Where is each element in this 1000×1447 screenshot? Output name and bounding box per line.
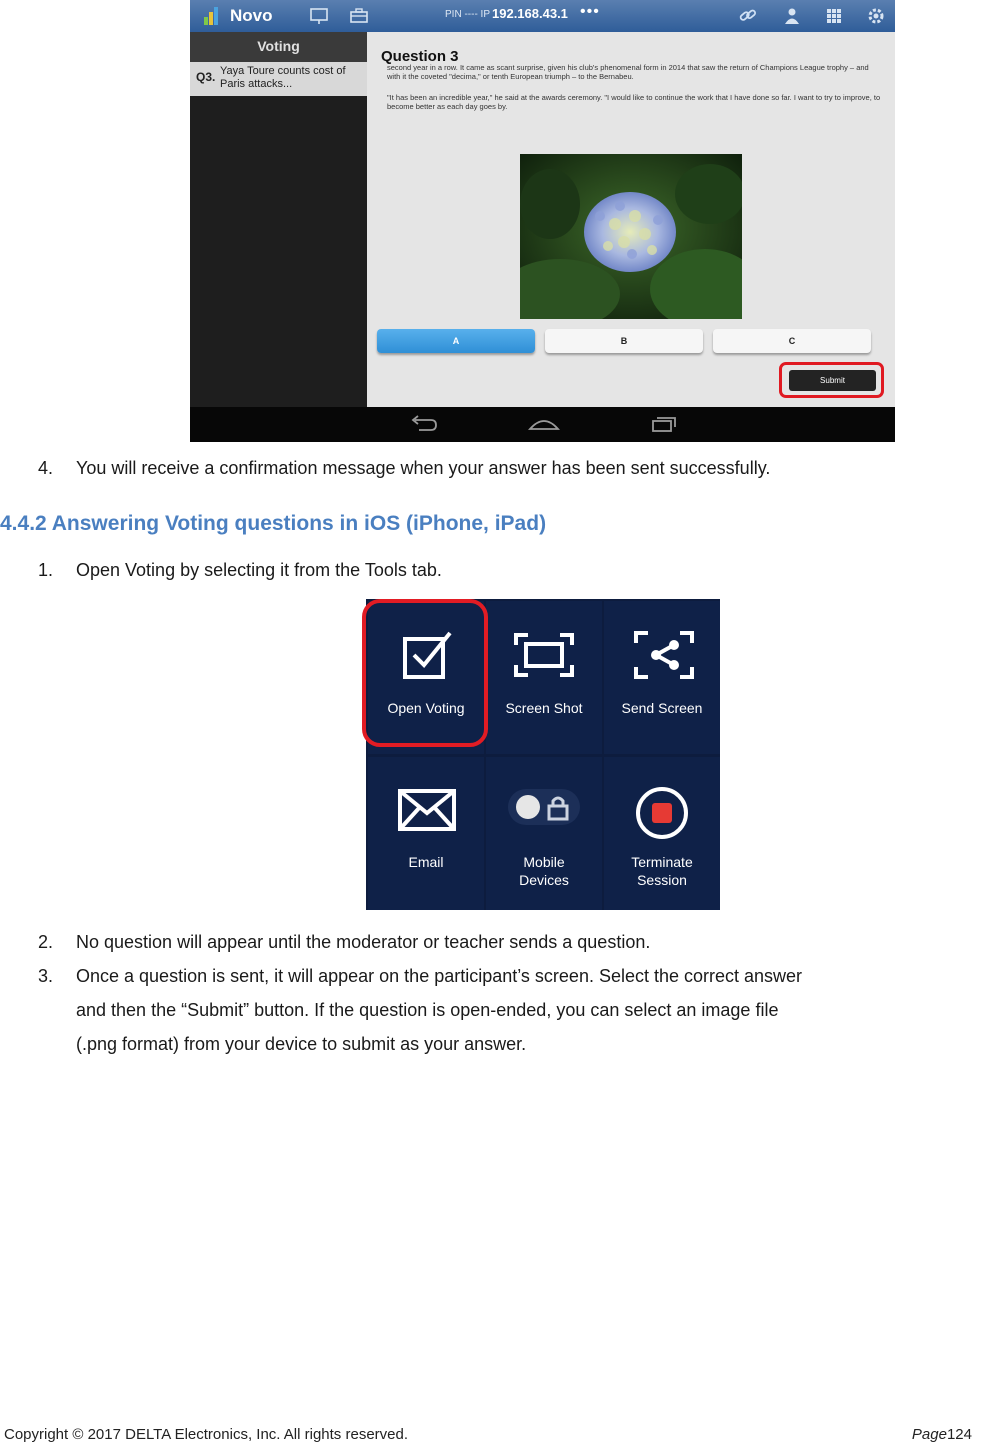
app-top-bar bbox=[190, 0, 895, 32]
pin-label: PIN ---- IP bbox=[445, 9, 490, 20]
screen-shot-tile[interactable] bbox=[486, 601, 602, 754]
tool-label: Email bbox=[408, 854, 444, 870]
question-list-item[interactable] bbox=[190, 62, 367, 96]
sidebar-header: Voting bbox=[190, 32, 367, 62]
screen-shot-icon bbox=[514, 633, 574, 677]
page-number-footer bbox=[912, 1426, 972, 1443]
tool-label: Send Screen bbox=[621, 700, 703, 716]
more-icon[interactable]: ••• bbox=[580, 3, 600, 20]
tool-label: Mobile bbox=[523, 854, 565, 870]
grid-icon[interactable] bbox=[823, 6, 845, 26]
step-text: Once a question is sent, it will appear on the participant’s screen. Select the correct answer bbox=[76, 966, 803, 986]
question-panel bbox=[367, 32, 895, 407]
answer-option-a[interactable]: A bbox=[377, 329, 535, 353]
question-paragraph: "It has been an incredible year," he said at the awards ceremony. "I would like to continue the work that I have done so far. I want to try to improve, to become better as each day goes by. bbox=[387, 93, 881, 111]
question-summary: Yaya Toure counts cost of Paris attacks... bbox=[220, 65, 346, 90]
android-voting-screenshot bbox=[190, 0, 895, 442]
answer-option-b[interactable]: B bbox=[545, 329, 703, 353]
section-heading: 4.4.2 Answering Voting questions in iOS (iPhone, iPad) bbox=[0, 512, 547, 535]
question-image bbox=[520, 154, 742, 319]
submit-highlight bbox=[779, 362, 884, 398]
copyright-footer: Copyright © 2017 DELTA Electronics, Inc. All rights reserved. bbox=[4, 1426, 409, 1443]
toolbox-icon[interactable] bbox=[348, 6, 370, 26]
tool-label: Screen Shot bbox=[505, 700, 583, 716]
tool-label: Session bbox=[637, 872, 687, 888]
step-text: No question will appear until the moderator or teacher sends a question. bbox=[76, 932, 651, 952]
back-icon[interactable] bbox=[409, 415, 439, 438]
lock-toggle-icon bbox=[506, 787, 582, 827]
tool-label: Terminate bbox=[631, 854, 693, 870]
app-name: Novo bbox=[230, 6, 273, 25]
answer-option-c[interactable]: C bbox=[713, 329, 871, 353]
terminate-session-tile[interactable] bbox=[604, 757, 720, 910]
page-label: Page bbox=[911, 1426, 947, 1443]
step-text: and then the “Submit” button. If the question is open-ended, you can select an image file bbox=[76, 1000, 779, 1020]
android-nav-bar bbox=[190, 407, 895, 442]
novo-logo-icon bbox=[204, 7, 218, 25]
step-number: 1. bbox=[38, 560, 54, 580]
send-screen-tile[interactable] bbox=[604, 601, 720, 754]
mobile-devices-tile[interactable] bbox=[486, 757, 602, 910]
open-voting-highlight bbox=[362, 599, 488, 747]
tool-label: Devices bbox=[519, 872, 569, 888]
recent-apps-icon[interactable] bbox=[650, 415, 678, 438]
email-tile[interactable] bbox=[368, 757, 484, 910]
share-screen-icon bbox=[634, 631, 694, 679]
link-icon[interactable] bbox=[737, 6, 759, 26]
page-number: 124 bbox=[946, 1426, 972, 1443]
voting-sidebar bbox=[190, 32, 367, 407]
settings-gear-icon[interactable] bbox=[865, 6, 887, 26]
ip-address: 192.168.43.1 bbox=[492, 6, 568, 21]
step-text: (.png format) from your device to submit as your answer. bbox=[76, 1034, 527, 1054]
tool-label: Open Voting bbox=[387, 700, 465, 716]
step-text: Open Voting by selecting it from the Tools tab. bbox=[76, 560, 442, 580]
question-paragraph: second year in a row. It came as scant surprise, given his club's phenomenal form in 2014 that saw the return of Champions League trophy – and with it the coveted "decima," or tenth European triumph – to the Bernabeu. bbox=[387, 63, 869, 81]
question-title: Question 3 bbox=[381, 48, 459, 65]
home-icon[interactable] bbox=[528, 415, 560, 438]
users-icon[interactable] bbox=[781, 6, 803, 26]
step-number: 4. bbox=[38, 458, 54, 478]
step-text: You will receive a confirmation message when your answer has been sent successfully. bbox=[76, 458, 771, 478]
step-number: 2. bbox=[38, 932, 54, 952]
presentation-icon[interactable] bbox=[308, 6, 330, 26]
email-icon bbox=[398, 789, 456, 831]
submit-button[interactable]: Submit bbox=[789, 370, 876, 391]
step-number: 3. bbox=[38, 966, 54, 986]
stop-icon bbox=[634, 785, 690, 841]
question-number: Q3. bbox=[196, 70, 216, 84]
